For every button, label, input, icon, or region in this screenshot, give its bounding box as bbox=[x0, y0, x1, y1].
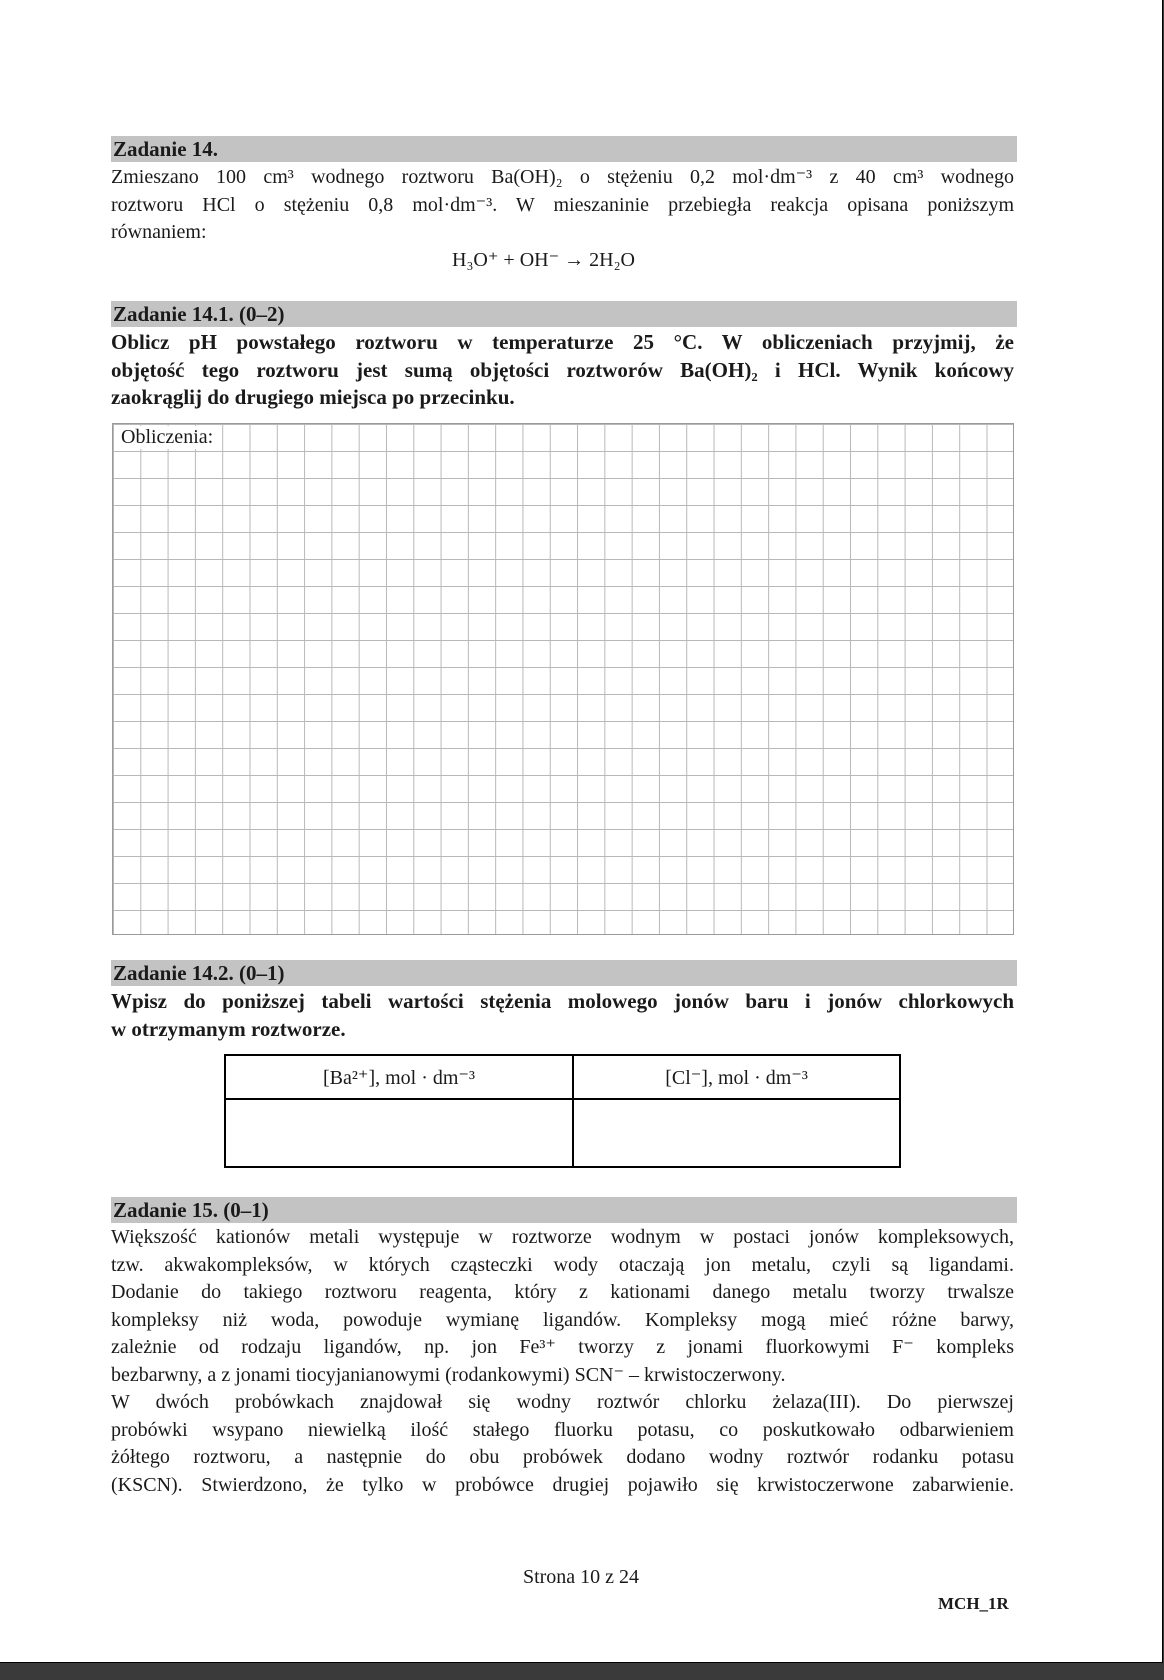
task-15-line: tzw. akwakompleksów, w których cząsteczki wody otaczają jon metalu, czyli są ligandami. bbox=[111, 1253, 1014, 1276]
cl-concentration-answer-cell[interactable] bbox=[573, 1099, 900, 1167]
task-14-1-text bbox=[111, 329, 1014, 412]
task-14-line: roztworu HCl o stężeniu 0,8 mol·dm⁻³. W mieszaninie przebiegła reakcja opisana poniższym bbox=[111, 193, 1014, 216]
task-14-1-header: Zadanie 14.1. (0–2) bbox=[111, 301, 1017, 327]
task-15-header: Zadanie 15. (0–1) bbox=[111, 1197, 1017, 1223]
cl-concentration-header: [Cl⁻], mol · dm⁻³ bbox=[573, 1055, 900, 1099]
task-14-line: Zmieszano 100 cm³ wodnego roztworu Ba(OH)₂ o stężeniu 0,2 mol·dm⁻³ z 40 cm³ wodnego bbox=[111, 166, 1014, 188]
task-15-line: Większość kationów metali występuje w roztworze wodnym w postaci jonów kompleksowych, bbox=[111, 1226, 1014, 1248]
task-14-2-text bbox=[111, 988, 1014, 1043]
page-number: Strona 10 z 24 bbox=[522, 1566, 640, 1588]
task-15-line: probówki wsypano niewielką ilość stałego fluorku potasu, co poskutkowało odbarwieniem bbox=[111, 1418, 1014, 1441]
exam-code: MCH_1R bbox=[938, 1594, 1009, 1613]
task-15-line: W dwóch probówkach znajdował się wodny roztwór chlorku żelaza(III). Do pierwszej bbox=[111, 1391, 1014, 1413]
calculation-grid[interactable] bbox=[112, 423, 1014, 935]
task-14-1-line: objętość tego roztworu jest sumą objętości roztworów Ba(OH)₂ i HCl. Wynik końcowy bbox=[111, 357, 1014, 382]
task-15-line: żółtego roztworu, a następnie do obu probówek dodano wodny roztwór rodanku potasu bbox=[111, 1446, 1014, 1468]
task-14-2-line: Wpisz do poniższej tabeli wartości stężenia molowego jonów baru i jonów chlorkowych bbox=[111, 989, 1014, 1013]
task-15-line: zależnie od rodzaju ligandów, np. jon Fe³⁺ tworzy z jonami fluorkowymi F⁻ kompleks bbox=[111, 1336, 1014, 1358]
task-15-text bbox=[111, 1224, 1014, 1499]
task-14-1-line: zaokrąglij do drugiego miejsca po przecinku. bbox=[111, 385, 515, 409]
concentration-table bbox=[224, 1054, 901, 1168]
reaction-equation: H₃O⁺ + OH⁻ → 2H₂O bbox=[452, 249, 635, 271]
task-15-line: Dodanie do takiego roztworu reagenta, który z kationami danego metalu tworzy trwalsze bbox=[111, 1281, 1014, 1303]
task-14-2-header: Zadanie 14.2. (0–1) bbox=[111, 960, 1017, 986]
task-15-line: kompleksy niż woda, powoduje wymianę ligandów. Kompleksy mogą mieć różne barwy, bbox=[111, 1308, 1014, 1331]
task-14-header: Zadanie 14. bbox=[111, 136, 1017, 162]
task-14-1-line: Oblicz pH powstałego roztworu w temperaturze 25 °C. W obliczeniach przyjmij, że bbox=[111, 330, 1014, 354]
task-14-2-line: w otrzymanym roztworze. bbox=[111, 1016, 346, 1041]
ba-concentration-header: [Ba²⁺], mol · dm⁻³ bbox=[225, 1055, 573, 1099]
task-15-line: bezbarwny, a z jonami tiocyjanianowymi (rodankowymi) SCN⁻ – krwistoczerwony. bbox=[111, 1363, 786, 1386]
ba-concentration-answer-cell[interactable] bbox=[225, 1099, 573, 1167]
calculations-label: Obliczenia: bbox=[121, 426, 219, 449]
task-14-text bbox=[111, 164, 1014, 247]
task-14-line: równaniem: bbox=[111, 221, 207, 243]
task-15-line: (KSCN). Stwierdzono, że tylko w probówce drugiej pojawiło się krwistoczerwone zabarwienie. bbox=[111, 1473, 1014, 1496]
